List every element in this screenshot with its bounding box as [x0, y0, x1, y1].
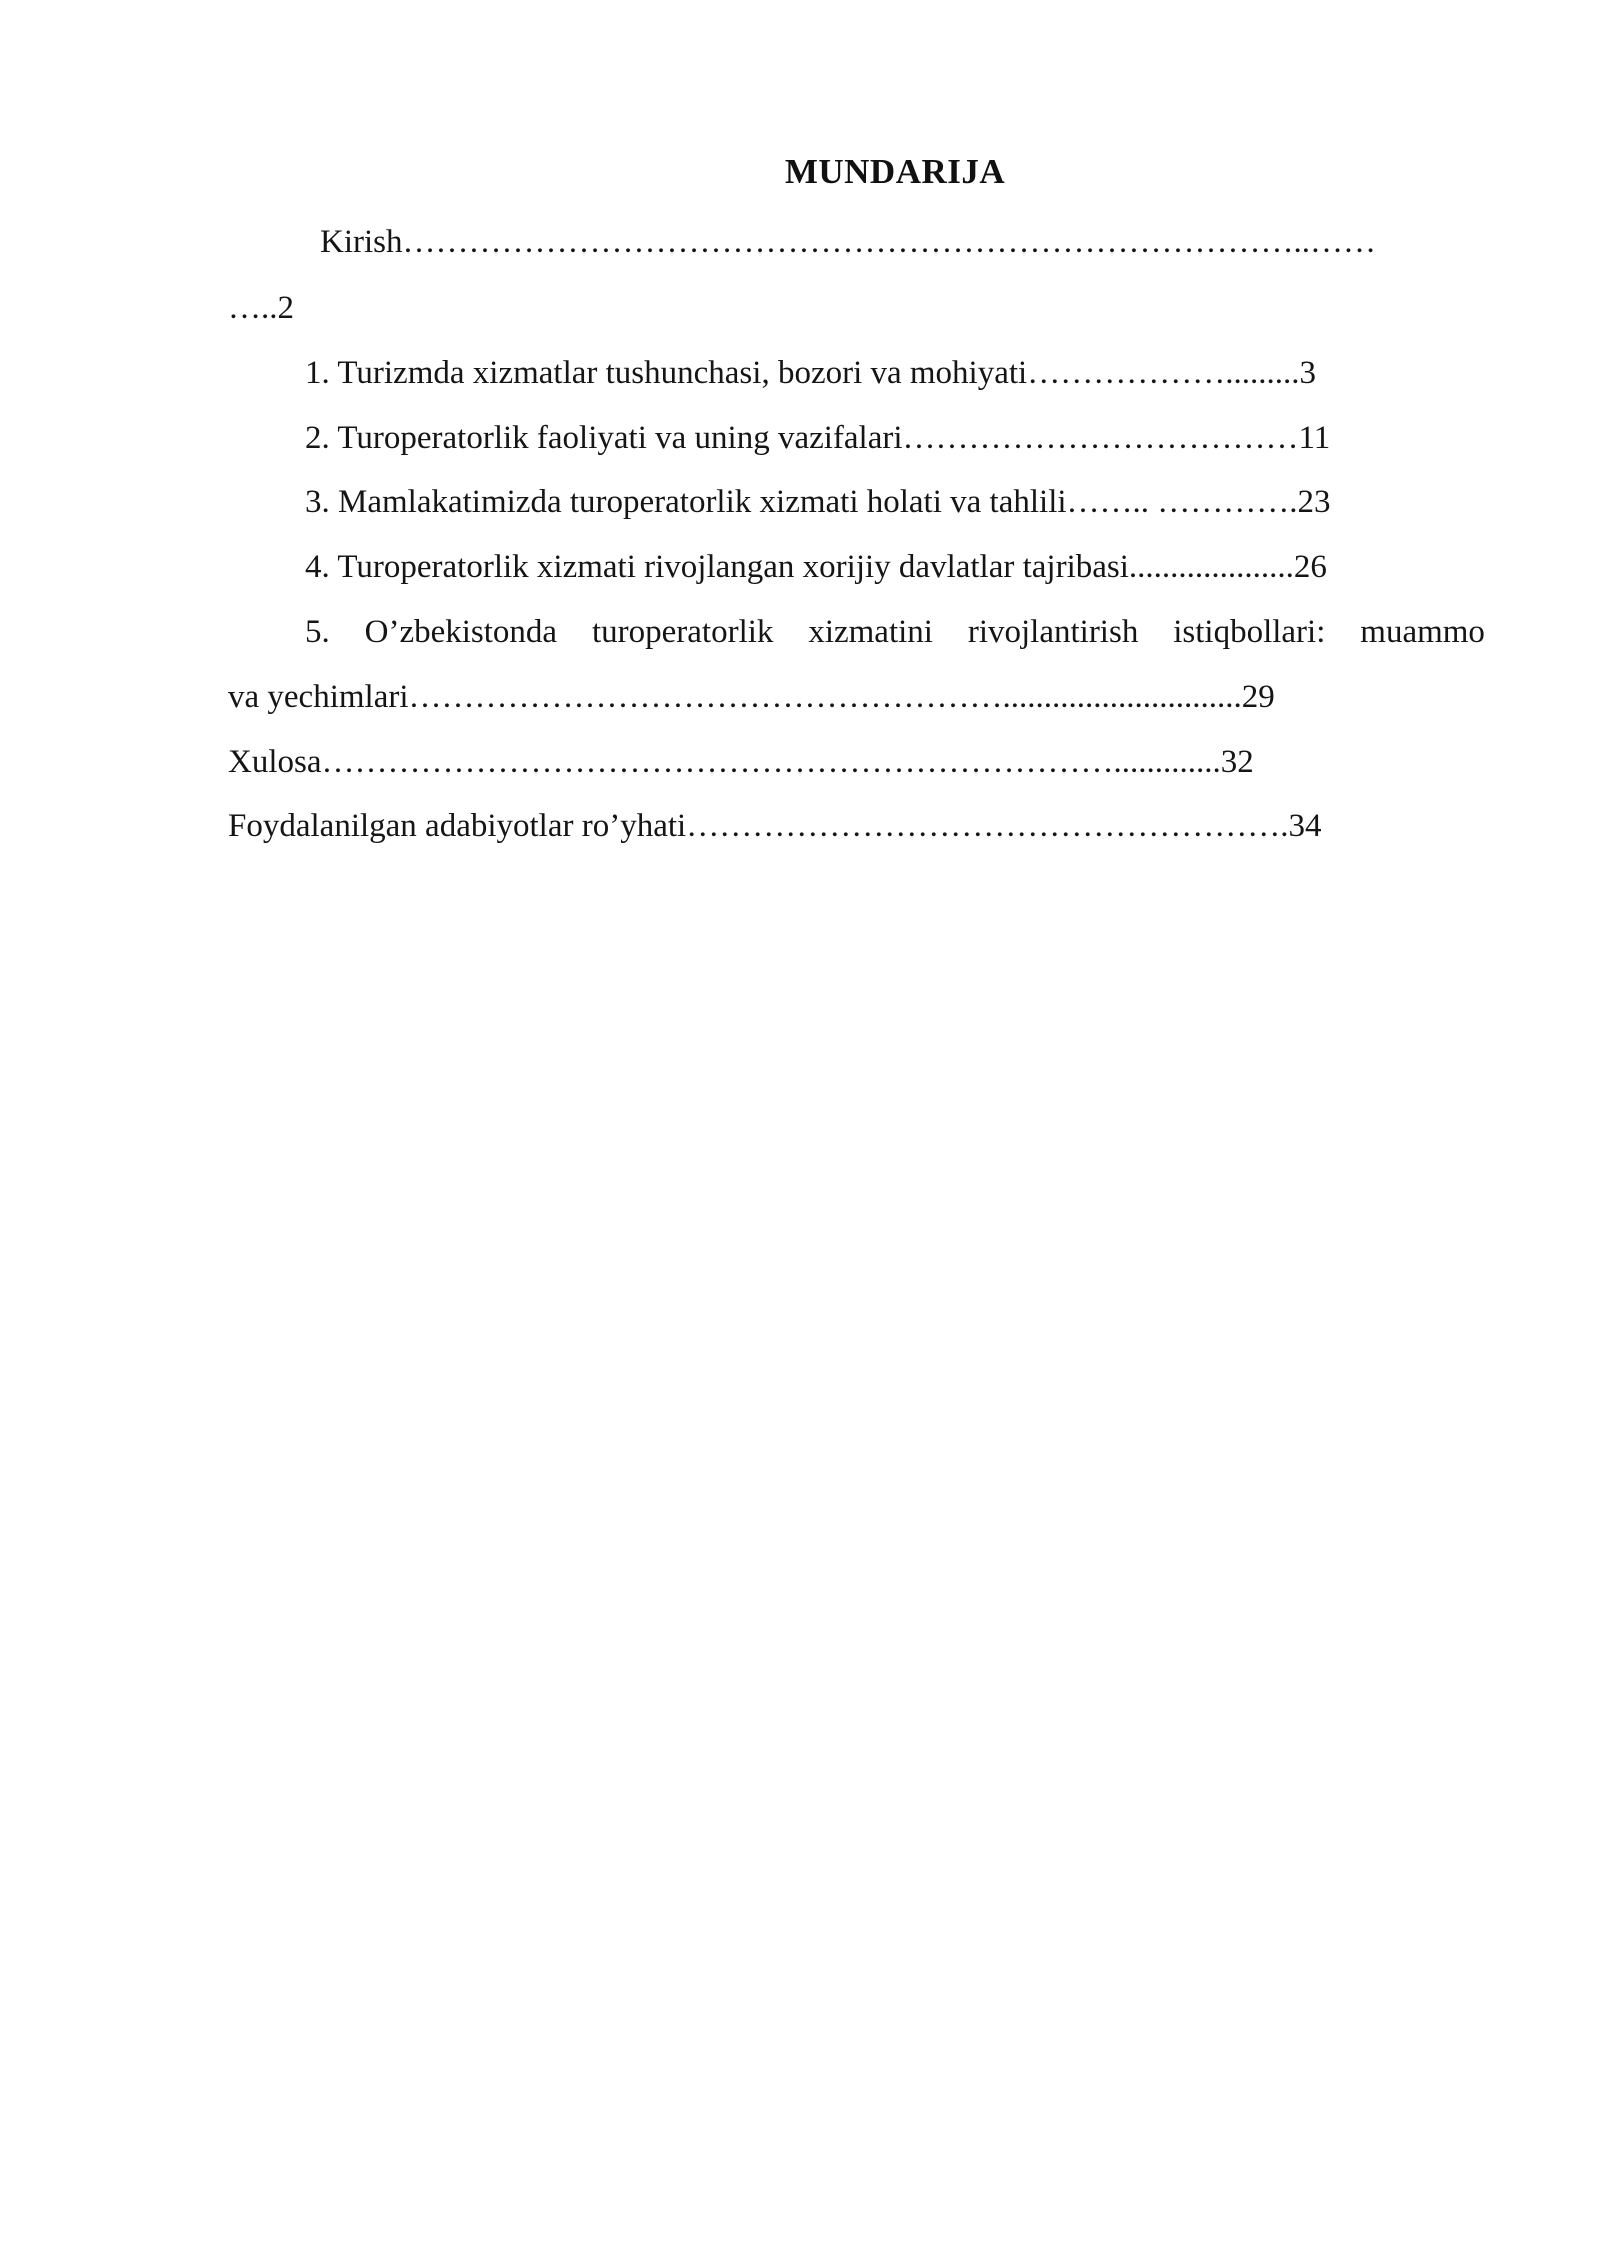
- toc-entry-chapter-5-continuation: va yechimlari……………………………………………….............................29: [228, 679, 1275, 715]
- toc-entry-references: Foydalanilgan adabiyotlar ro’yhati……………………………………………….34: [228, 808, 1322, 844]
- toc-entry-chapter-1: 1. Turizmda xizmatlar tushunchasi, bozori va mohiyati……………….........3: [305, 355, 1316, 391]
- toc-word: 5.: [305, 614, 330, 650]
- page-title: MUNDARIJA: [784, 152, 1006, 191]
- toc-word: xizmatini: [808, 614, 933, 650]
- toc-word: muammo: [1360, 614, 1485, 650]
- toc-entry-chapter-2: 2. Turoperatorlik faoliyati va uning vazifalari………………………………11: [305, 420, 1331, 456]
- toc-entry-kirish: Kirish………………………………………………………………………..……: [320, 224, 1376, 260]
- toc-word: O’zbekistonda: [364, 614, 558, 650]
- toc-word: istiqbollari:: [1173, 614, 1326, 650]
- toc-entry-chapter-3: 3. Mamlakatimizda turoperatorlik xizmati holati va tahlili…….. ………….23: [305, 484, 1331, 520]
- toc-entry-chapter-5: [305, 612, 1485, 652]
- toc-entry-kirish-continuation: …..2: [228, 290, 294, 326]
- toc-word: turoperatorlik: [591, 614, 774, 650]
- toc-entry-xulosa: Xulosa……………………………………………………………….............32: [228, 744, 1254, 780]
- toc-word: rivojlantirish: [967, 614, 1139, 650]
- toc-entry-chapter-4: 4. Turoperatorlik xizmati rivojlangan xorijiy davlatlar tajribasi....................26: [305, 549, 1327, 585]
